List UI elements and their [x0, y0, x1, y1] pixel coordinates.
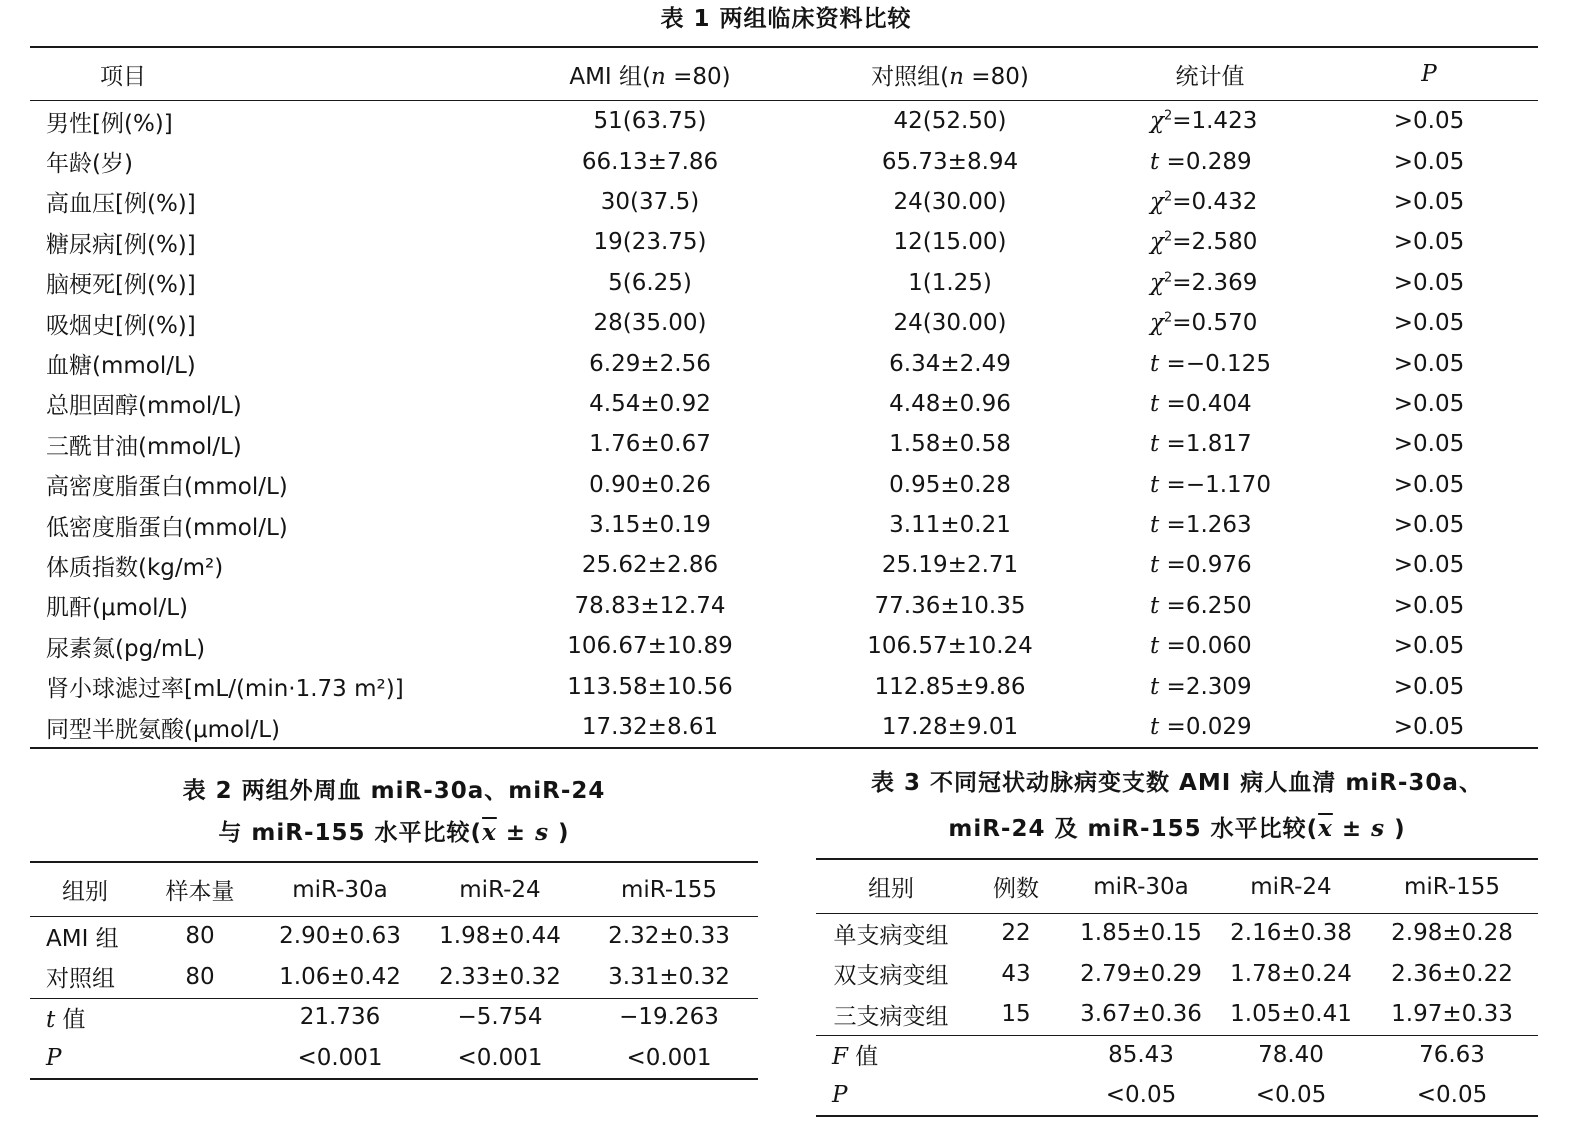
table3-title-line1: 表 3 不同冠状动脉病变支数 AMI 病人血清 miR-30a、	[871, 770, 1483, 796]
stat-symbol: t	[1150, 552, 1160, 579]
cell-p: >0.05	[1393, 350, 1465, 377]
table1-row	[30, 384, 1538, 424]
cell-mir155: −19.263	[619, 1004, 719, 1031]
stat-value: =−1.170	[1159, 471, 1271, 498]
cell-statistic	[1100, 343, 1320, 383]
cell-control: 77.36±10.35	[874, 592, 1026, 619]
cell-item: 男性[例(%)]	[46, 110, 173, 137]
cell-item: 尿素氮(pg/mL)	[46, 635, 206, 662]
cell-mir30a: 2.90±0.63	[279, 923, 401, 950]
cell-count: 80	[185, 963, 215, 990]
table3-title-line2: miR-24 及 miR-155 水平比较($\overline{x} \pm s$ )	[948, 815, 1406, 842]
cell-ami: 3.15±0.19	[589, 512, 711, 539]
stat-symbol: t	[1150, 350, 1160, 377]
stat-value: =2.309	[1159, 673, 1252, 700]
cell-mir155: 76.63	[1419, 1041, 1485, 1068]
cell-ami: 4.54±0.92	[589, 390, 711, 417]
cell-statistic	[1100, 424, 1320, 464]
stat-value: =0.976	[1159, 552, 1252, 579]
cell-mir30a: 85.43	[1108, 1041, 1174, 1068]
col-header-ami: AMI 组(n =80)	[569, 63, 731, 90]
cell-statistic	[1100, 626, 1320, 666]
cell-p: >0.05	[1393, 229, 1465, 256]
cell-statistic	[1100, 182, 1320, 222]
cell-count	[140, 997, 260, 1038]
table3	[816, 860, 1538, 1116]
stat-symbol: t	[1150, 714, 1160, 741]
cell-ami: 6.29±2.56	[589, 350, 711, 377]
cell-item: 体质指数(kg/m²)	[46, 554, 224, 581]
cell-control: 106.57±10.24	[867, 633, 1033, 660]
cell-mir24: 1.98±0.44	[439, 923, 561, 950]
table1-bottom-rule	[30, 747, 1538, 749]
cell-statistic	[1100, 505, 1320, 545]
cell-count	[966, 1035, 1066, 1076]
cell-mir30a: 1.06±0.42	[279, 963, 401, 990]
table1-row	[30, 666, 1538, 706]
cell-item: 年龄(岁)	[46, 151, 133, 178]
stat-value: =6.250	[1159, 592, 1252, 619]
cell-ami: 19(23.75)	[593, 229, 707, 256]
cell-p: >0.05	[1393, 108, 1465, 135]
table1-row	[30, 303, 1538, 343]
cell-mir155: 2.36±0.22	[1391, 960, 1513, 987]
cell-ami: 25.62±2.86	[581, 552, 719, 579]
cell-statistic	[1100, 545, 1320, 585]
cell-p: >0.05	[1393, 512, 1465, 539]
cell-statistic	[1100, 141, 1320, 181]
cell-mir155: 2.32±0.33	[608, 923, 730, 950]
table1-row	[30, 343, 1538, 383]
col-header-count: 样本量	[165, 879, 235, 905]
stat-symbol: χ	[1150, 310, 1164, 337]
stat-symbol: t	[1150, 148, 1160, 175]
table-row	[30, 916, 758, 957]
stat-symbol: t	[1150, 431, 1160, 458]
cell-mir24: −5.754	[457, 1004, 543, 1031]
cell-group: 双支病变组	[833, 963, 949, 990]
cell-control: 112.85±9.86	[874, 673, 1026, 700]
cell-mir155: 2.98±0.28	[1391, 920, 1513, 947]
cell-p: >0.05	[1393, 471, 1465, 498]
cell-mir155: 3.31±0.32	[608, 963, 730, 990]
stat-symbol: F	[832, 1044, 848, 1071]
cell-statistic	[1100, 222, 1320, 262]
cell-control: 1(1.25)	[908, 269, 992, 296]
cell-control: 6.34±2.49	[889, 350, 1011, 377]
table2-title-line1: 表 2 两组外周血 miR-30a、miR-24	[182, 778, 606, 804]
cell-control: 1.58±0.58	[889, 431, 1011, 458]
cell-statistic	[1100, 263, 1320, 303]
cell-control: 25.19±2.71	[881, 552, 1019, 579]
stat-symbol: χ	[1150, 269, 1164, 296]
col-header-mir24: miR-24	[459, 876, 541, 903]
cell-control: 0.95±0.28	[889, 471, 1011, 498]
table3-header-row	[816, 860, 1538, 913]
cell-mir30a: 1.85±0.15	[1080, 920, 1202, 947]
cell-item: 吸烟史[例(%)]	[46, 312, 196, 339]
table2-header-row	[30, 863, 758, 916]
stat-row	[816, 1035, 1538, 1076]
cell-ami: 28(35.00)	[593, 310, 707, 337]
stat-symbol: t	[1150, 673, 1160, 700]
cell-mir30a: 3.67±0.36	[1080, 1001, 1202, 1028]
cell-control: 24(30.00)	[893, 188, 1007, 215]
cell-ami: 106.67±10.89	[567, 633, 733, 660]
table1-row	[30, 626, 1538, 666]
table1-row	[30, 505, 1538, 545]
col-header-item: 项目	[100, 63, 146, 90]
stat-symbol: t	[1150, 633, 1160, 660]
cell-p: >0.05	[1393, 552, 1465, 579]
table1-row	[30, 101, 1538, 141]
table1-row	[30, 263, 1538, 303]
cell-ami: 78.83±12.74	[574, 592, 726, 619]
cell-stat-label	[816, 1075, 966, 1116]
cell-item: 血糖(mmol/L)	[46, 353, 196, 380]
stat-symbol: P	[46, 1044, 62, 1071]
cell-item: 同型半胱氨酸(μmol/L)	[46, 716, 281, 743]
cell-statistic	[1100, 384, 1320, 424]
cell-mir155: 1.97±0.33	[1391, 1001, 1513, 1028]
cell-group: AMI 组	[46, 925, 119, 952]
cell-ami: 51(63.75)	[593, 108, 707, 135]
cell-control: 12(15.00)	[893, 229, 1007, 256]
table2-title-line2: 与 miR-155 水平比较($\overline{x} \pm s$ )	[218, 819, 570, 846]
cell-control: 17.28±9.01	[881, 714, 1019, 741]
cell-p: >0.05	[1393, 310, 1465, 337]
stat-value: =2.580	[1172, 229, 1258, 256]
cell-mir155: <0.001	[626, 1044, 712, 1071]
stat-value: =1.817	[1159, 431, 1252, 458]
cell-ami: 17.32±8.61	[581, 714, 719, 741]
cell-ami: 5(6.25)	[608, 269, 692, 296]
stat-superscript: 2	[1163, 310, 1173, 326]
stat-symbol: χ	[1150, 108, 1164, 135]
cell-p: >0.05	[1393, 673, 1465, 700]
cell-p: >0.05	[1393, 592, 1465, 619]
cell-stat-label	[816, 1035, 966, 1076]
table1-row	[30, 141, 1538, 181]
table-row	[816, 994, 1538, 1035]
stat-row	[30, 1038, 758, 1079]
stat-row	[816, 1075, 1538, 1116]
cell-ami: 30(37.5)	[600, 188, 700, 215]
cell-count: 22	[1001, 920, 1031, 947]
stat-value: =2.369	[1172, 269, 1258, 296]
cell-p: >0.05	[1393, 188, 1465, 215]
cell-mir24: 1.05±0.41	[1230, 1001, 1352, 1028]
col-header-mir30a: miR-30a	[292, 876, 388, 903]
table-row	[816, 954, 1538, 995]
stat-row	[30, 997, 758, 1038]
cell-group: 单支病变组	[833, 922, 949, 949]
table1-header	[30, 48, 1538, 100]
cell-item: 三酰甘油(mmol/L)	[46, 433, 242, 460]
stat-symbol: χ	[1150, 188, 1164, 215]
table1-row	[30, 424, 1538, 464]
cell-statistic	[1100, 101, 1320, 141]
cell-mir24: 2.33±0.32	[439, 963, 561, 990]
stat-value: =0.289	[1159, 148, 1252, 175]
cell-p: >0.05	[1393, 431, 1465, 458]
table2-bottom-rule	[30, 1078, 758, 1080]
table1-title: 表 1 两组临床资料比较	[660, 6, 912, 32]
table1-row	[30, 222, 1538, 262]
table1-row	[30, 586, 1538, 626]
stat-symbol: χ	[1150, 229, 1164, 256]
stat-value: =0.432	[1172, 188, 1258, 215]
cell-item: 糖尿病[例(%)]	[46, 231, 196, 258]
cell-count	[966, 1075, 1066, 1116]
cell-statistic	[1100, 707, 1320, 747]
stat-symbol: P	[832, 1082, 848, 1109]
cell-group: 对照组	[46, 966, 115, 993]
table1-row	[30, 182, 1538, 222]
cell-mir24: 1.78±0.24	[1230, 960, 1352, 987]
cell-statistic	[1100, 465, 1320, 505]
cell-stat-label	[30, 1038, 140, 1079]
col-header-mir155: miR-155	[1403, 873, 1501, 900]
cell-p: >0.05	[1393, 148, 1465, 175]
table1-row	[30, 545, 1538, 585]
stat-symbol: t	[1150, 512, 1160, 539]
cell-count: 15	[1001, 1001, 1031, 1028]
col-header-group: 组别	[868, 876, 914, 902]
cell-item: 低密度脂蛋白(mmol/L)	[46, 514, 288, 541]
col-header-control: 对照组(n =80)	[871, 63, 1029, 90]
table2	[30, 863, 758, 1078]
cell-item: 高血压[例(%)]	[46, 191, 196, 218]
cell-count	[140, 1038, 260, 1079]
col-header-count: 例数	[993, 876, 1039, 902]
cell-item: 高密度脂蛋白(mmol/L)	[46, 474, 288, 501]
cell-mir155: <0.05	[1416, 1082, 1488, 1109]
cell-item: 脑梗死[例(%)]	[46, 272, 196, 299]
stat-value: =1.423	[1172, 108, 1258, 135]
stat-symbol: t	[46, 1006, 56, 1033]
stat-superscript: 2	[1163, 108, 1173, 124]
cell-ami: 1.76±0.67	[589, 431, 711, 458]
cell-ami: 0.90±0.26	[589, 471, 711, 498]
cell-p: >0.05	[1393, 714, 1465, 741]
stat-superscript: 2	[1163, 270, 1173, 286]
stat-label-text: 值	[847, 1044, 879, 1071]
stat-symbol: t	[1150, 471, 1160, 498]
cell-group: 三支病变组	[833, 1003, 949, 1030]
col-header-group: 组别	[62, 879, 108, 905]
stat-value: =0.029	[1159, 714, 1252, 741]
cell-p: >0.05	[1393, 269, 1465, 296]
table1-body	[30, 101, 1538, 747]
col-header-statistic: 统计值	[1175, 63, 1245, 90]
stat-label-text: 值	[55, 1006, 86, 1033]
table-row	[30, 957, 758, 998]
cell-mir24: <0.05	[1255, 1082, 1327, 1109]
cell-p: >0.05	[1393, 633, 1465, 660]
cell-statistic	[1100, 303, 1320, 343]
cell-control: 42(52.50)	[893, 108, 1007, 135]
cell-mir24: 2.16±0.38	[1230, 920, 1352, 947]
col-header-mir155: miR-155	[620, 876, 718, 903]
cell-mir30a: 2.79±0.29	[1080, 960, 1202, 987]
cell-mir24: <0.001	[457, 1044, 543, 1071]
cell-ami: 113.58±10.56	[567, 673, 733, 700]
stat-value: =−0.125	[1159, 350, 1271, 377]
table-row	[816, 913, 1538, 954]
stat-value: =0.404	[1159, 390, 1252, 417]
cell-control: 3.11±0.21	[889, 512, 1011, 539]
cell-item: 总胆固醇(mmol/L)	[46, 393, 242, 420]
stat-symbol: t	[1150, 592, 1160, 619]
cell-item: 肾小球滤过率[mL/(min·1.73 m²)]	[46, 676, 404, 703]
stat-superscript: 2	[1163, 189, 1173, 205]
col-header-p: P	[1421, 61, 1437, 87]
cell-control: 4.48±0.96	[889, 390, 1011, 417]
col-header-mir30a: miR-30a	[1093, 873, 1189, 900]
cell-stat-label	[30, 997, 140, 1038]
stat-superscript: 2	[1163, 229, 1173, 245]
cell-control: 65.73±8.94	[881, 148, 1019, 175]
stat-value: =0.060	[1159, 633, 1252, 660]
stat-value: =0.570	[1172, 310, 1258, 337]
col-header-mir24: miR-24	[1250, 873, 1332, 900]
cell-item: 肌酐(μmol/L)	[46, 595, 189, 622]
cell-count: 43	[1001, 960, 1031, 987]
cell-count: 80	[185, 923, 215, 950]
table1-row	[30, 465, 1538, 505]
cell-mir30a: <0.05	[1105, 1082, 1177, 1109]
cell-p: >0.05	[1393, 390, 1465, 417]
stat-value: =1.263	[1159, 512, 1252, 539]
cell-control: 24(30.00)	[893, 310, 1007, 337]
table1-row	[30, 707, 1538, 747]
cell-ami: 66.13±7.86	[581, 148, 719, 175]
cell-statistic	[1100, 586, 1320, 626]
cell-statistic	[1100, 666, 1320, 706]
cell-mir24: 78.40	[1258, 1041, 1324, 1068]
stat-symbol: t	[1150, 390, 1160, 417]
cell-mir30a: 21.736	[299, 1004, 381, 1031]
cell-mir30a: <0.001	[297, 1044, 383, 1071]
